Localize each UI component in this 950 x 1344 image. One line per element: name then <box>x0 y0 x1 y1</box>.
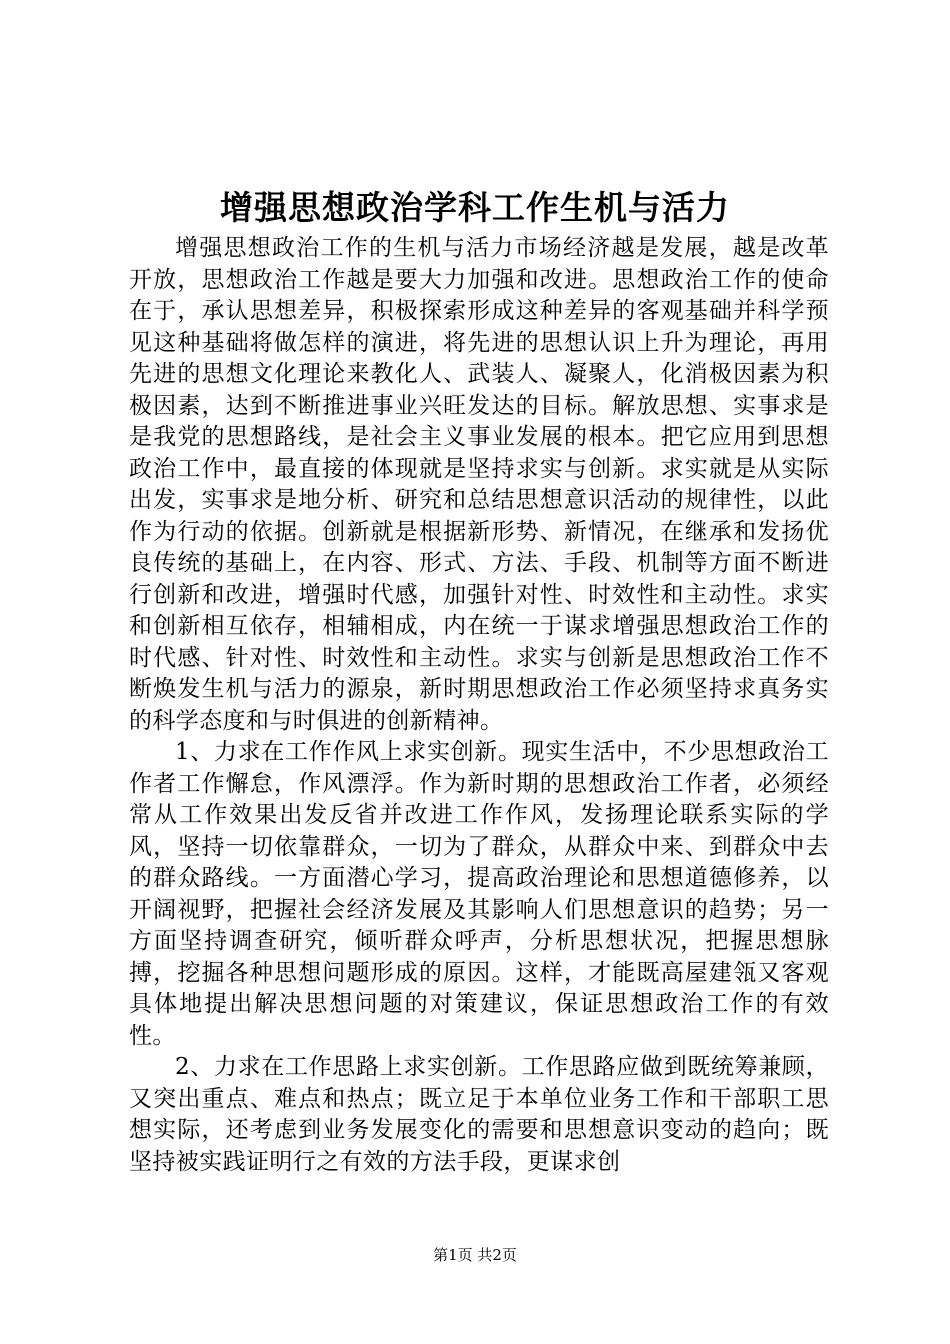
paragraph-1: 1、力求在工作作风上求实创新。现实生活中，不少思想政治工作者工作懈怠，作风漂浮。作为新时期的思想政治工作者，必须经常从工作效果出发反省并改进工作作风，发扬理论联系实际的学风，坚持一切依靠群众，一切为了群众，从群众中来、到群众中去的群众路线。一方面潜心学习，提高政治理论和思想道德修养，以开阔视野，把握社会经济发展及其影响人们思想意识的趋势；另一方面坚持调查研究，倾听群众呼声，分析思想状况，把握思想脉搏，挖掘各种思想问题形成的原因。这样，才能既高屋建瓴又客观具体地提出解决思想问题的对策建议，保证思想政治工作的有效性。 <box>129 739 829 1049</box>
paragraph-intro: 增强思想政治工作的生机与活力市场经济越是发展，越是改革开放，思想政治工作越是要大力加强和改进。思想政治工作的使命在于，承认思想差异，积极探索形成这种差异的客观基础并科学预见这种基础将做怎样的演进，将先进的思想认识上升为理论，再用先进的思想文化理论来教化人、武装人、凝聚人，化消极因素为积极因素，达到不断推进事业兴旺发达的目标。解放思想、实事求是是我党的思想路线，是社会主义事业发展的根本。把它应用到思想政治工作中，最直接的体现就是坚持求实与创新。求实就是从实际出发，实事求是地分析、研究和总结思想意识活动的规律性，以此作为行动的依据。创新就是根据新形势、新情况，在继承和发扬优良传统的基础上，在内容、形式、方法、手段、机制等方面不断进行创新和改进，增强时代感，加强针对性、时效性和主动性。求实和创新相互依存，相辅相成，内在统一于谋求增强思想政治工作的时代感、针对性、时效性和主动性。求实与创新是思想政治工作不断焕发生机与活力的源泉，新时期思想政治工作必须坚持求真务实的科学态度和与时俱进的创新精神。 <box>129 235 829 734</box>
page-footer: 第1页 共2页 <box>433 1246 517 1264</box>
document-body <box>129 233 829 1178</box>
paragraph-2: 2、力求在工作思路上求实创新。工作思路应做到既统筹兼顾，又突出重点、难点和热点；既立足于本单位业务工作和干部职工思想实际，还考虑到业务发展变化的需要和思想意识变动的趋向；既坚持被实践证明行之有效的方法手段，更谋求创 <box>129 1054 829 1175</box>
document-title: 增强思想政治学科工作生机与活力 <box>220 188 730 227</box>
